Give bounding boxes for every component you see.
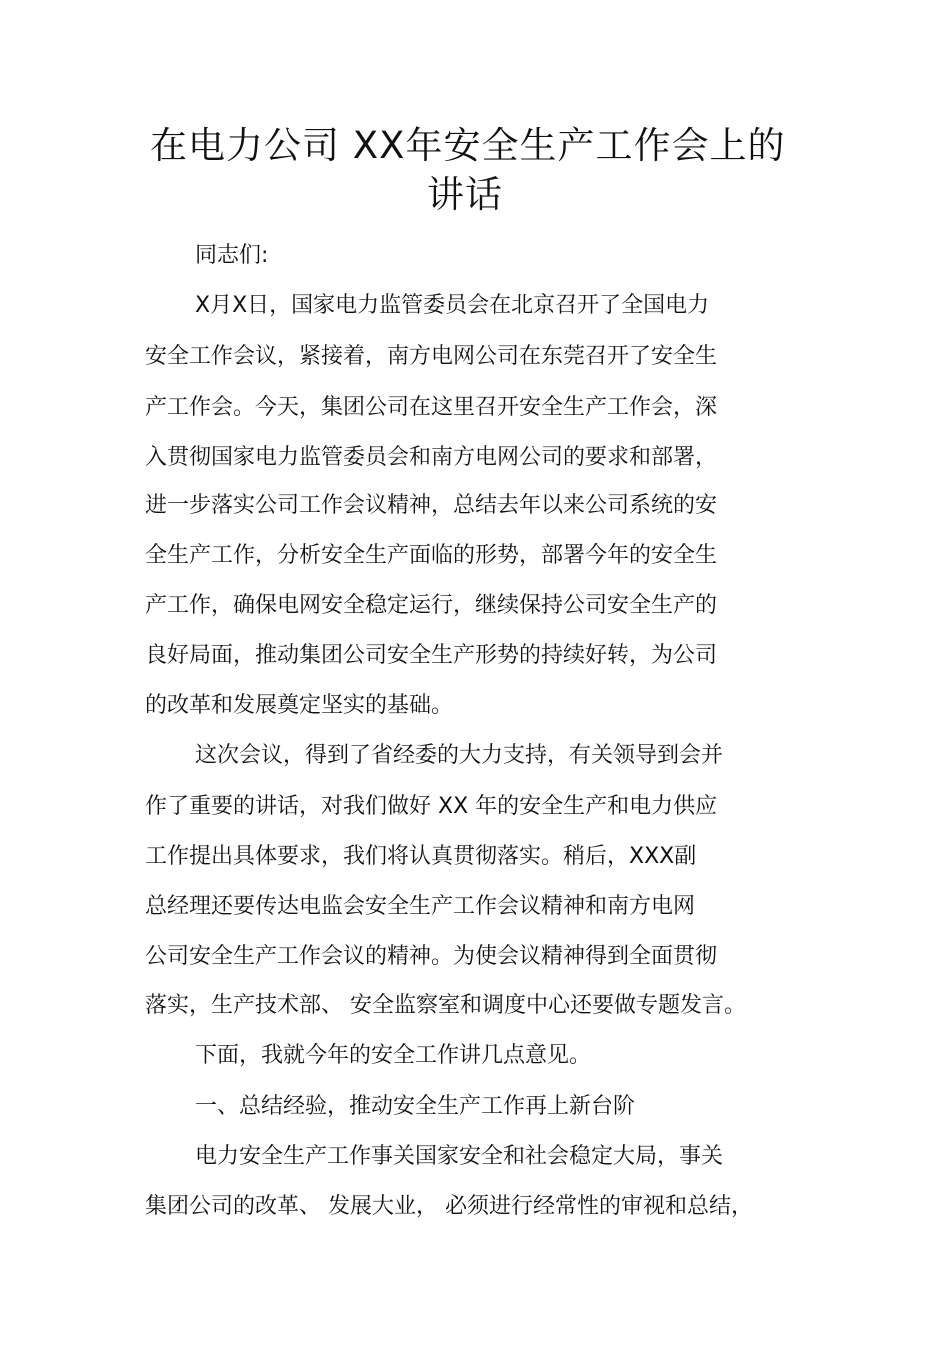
paragraph-line: 落实，生产技术部、 安全监察室和调度中心还要做专题发言。	[145, 993, 746, 1018]
document-title-line-2: 讲话	[427, 173, 503, 216]
paragraph-line: 全生产工作，分析安全生产面临的形势，部署今年的安全生	[145, 543, 718, 568]
paragraph-line: 安全工作会议，紧接着，南方电网公司在东莞召开了安全生	[145, 344, 718, 369]
paragraph-line: 的改革和发展奠定坚实的基础。	[145, 693, 454, 718]
paragraph-line: 公司安全生产工作会议的精神。为使会议精神得到全面贯彻	[145, 944, 718, 969]
paragraph-line: 良好局面，推动集团公司安全生产形势的持续好转，为公司	[145, 643, 718, 668]
paragraph-line: 作了重要的讲话，对我们做好 XX 年的安全生产和电力供应	[145, 794, 718, 819]
paragraph-line: 集团公司的改革、 发展大业， 必须进行经常性的审视和总结，	[145, 1194, 753, 1219]
paragraph-line: 总经理还要传达电监会安全生产工作会议精神和南方电网	[145, 894, 696, 919]
paragraph-line: 下面，我就今年的安全工作讲几点意见。	[195, 1043, 592, 1068]
paragraph-line: 电力安全生产工作事关国家安全和社会稳定大局，事关	[195, 1144, 724, 1169]
paragraph-line: X月X日，国家电力监管委员会在北京召开了全国电力	[195, 293, 710, 318]
paragraph-line: 产工作会。今天，集团公司在这里召开安全生产工作会，深	[145, 395, 718, 420]
paragraph-line: 产工作，确保电网安全稳定运行，继续保持公司安全生产的	[145, 593, 718, 618]
salutation: 同志们:	[195, 243, 269, 268]
document-title-line-1: 在电力公司 XX年安全生产工作会上的	[150, 124, 786, 167]
paragraph-line: 进一步落实公司工作会议精神，总结去年以来公司系统的安	[145, 493, 718, 518]
paragraph-line: 入贯彻国家电力监管委员会和南方电网公司的要求和部署，	[145, 445, 718, 470]
paragraph-line: 这次会议，得到了省经委的大力支持，有关领导到会并	[195, 743, 724, 768]
paragraph-line: 工作提出具体要求，我们将认真贯彻落实。稍后，XXX副	[145, 844, 697, 869]
section-heading: 一、总结经验，推动安全生产工作再上新台阶	[195, 1094, 636, 1119]
